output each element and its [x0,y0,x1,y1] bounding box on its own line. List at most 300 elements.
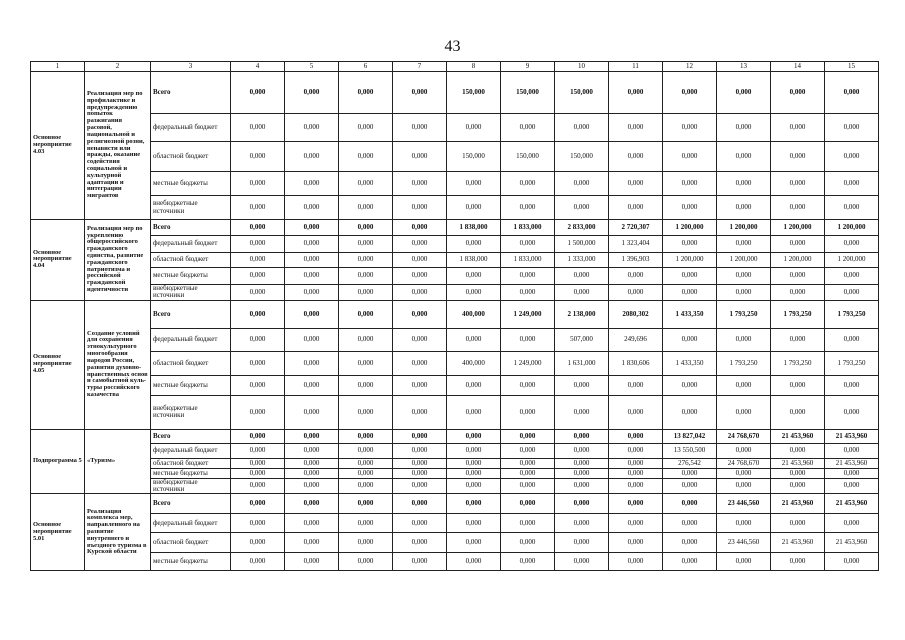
amount-cell: 0,000 [393,478,447,494]
amount-cell: 23 446,560 [717,533,771,553]
amount-cell: 0,000 [285,553,339,571]
amount-cell: 249,696 [609,328,663,351]
amount-cell: 0,000 [717,328,771,351]
amount-cell: 0,000 [447,458,501,468]
funding-source: местные бюджеты [151,553,231,571]
column-header-15: 15 [825,62,879,72]
amount-cell: 0,000 [393,468,447,478]
amount-cell: 0,000 [231,72,285,114]
amount-cell: 0,000 [393,494,447,514]
amount-cell: 0,000 [447,196,501,220]
amount-cell: 0,000 [501,429,555,443]
amount-cell: 0,000 [501,114,555,142]
amount-cell: 1 793,250 [825,351,879,375]
amount-cell: 0,000 [393,328,447,351]
amount-cell: 0,000 [717,478,771,494]
amount-cell: 21 453,960 [825,429,879,443]
amount-cell: 0,000 [771,72,825,114]
amount-cell: 0,000 [447,468,501,478]
amount-cell: 0,000 [609,533,663,553]
amount-cell: 0,000 [771,172,825,196]
column-header-2: 2 [85,62,151,72]
amount-cell: 0,000 [231,533,285,553]
amount-cell: 0,000 [231,253,285,268]
amount-cell: 0,000 [393,114,447,142]
amount-cell: 0,000 [717,514,771,533]
amount-cell: 0,000 [231,443,285,458]
funding-source: внебюджетные источники [151,196,231,220]
amount-cell: 0,000 [447,236,501,253]
amount-cell: 0,000 [501,468,555,478]
amount-cell: 0,000 [501,268,555,285]
column-header-7: 7 [393,62,447,72]
amount-cell: 150,000 [447,72,501,114]
amount-cell: 1 200,000 [771,220,825,236]
amount-cell: 0,000 [447,268,501,285]
table-row [31,285,879,301]
amount-cell: 0,000 [717,443,771,458]
amount-cell: 0,000 [825,514,879,533]
amount-cell: 0,000 [393,196,447,220]
funding-source: федеральный бюджет [151,236,231,253]
amount-cell: 0,000 [825,395,879,429]
amount-cell: 21 453,960 [771,533,825,553]
amount-cell: 0,000 [285,443,339,458]
amount-cell: 400,000 [447,300,501,328]
amount-cell: 0,000 [285,494,339,514]
funding-source: Всего [151,220,231,236]
amount-cell: 0,000 [339,72,393,114]
amount-cell: 0,000 [393,72,447,114]
table-row [31,268,879,285]
program-name: Реализация комплекса мер, направленного на развитие внутреннего и въездного туризма в Курской области [85,494,151,571]
funding-source: местные бюджеты [151,172,231,196]
amount-cell: 1 793,250 [717,351,771,375]
amount-cell: 0,000 [285,429,339,443]
amount-cell: 21 453,960 [825,533,879,553]
amount-cell: 0,000 [555,429,609,443]
amount-cell: 0,000 [447,478,501,494]
amount-cell: 0,000 [231,351,285,375]
amount-cell: 0,000 [231,236,285,253]
amount-cell: 0,000 [231,429,285,443]
amount-cell: 0,000 [285,172,339,196]
amount-cell: 400,000 [447,351,501,375]
amount-cell: 0,000 [609,285,663,301]
amount-cell: 1 433,350 [663,300,717,328]
amount-cell: 0,000 [609,114,663,142]
amount-cell: 0,000 [285,142,339,172]
amount-cell: 0,000 [447,533,501,553]
amount-cell: 0,000 [339,443,393,458]
funding-source: федеральный бюджет [151,328,231,351]
amount-cell: 0,000 [285,533,339,553]
amount-cell: 0,000 [339,468,393,478]
amount-cell: 0,000 [285,375,339,395]
amount-cell: 1 500,000 [555,236,609,253]
funding-source: Всего [151,429,231,443]
amount-cell: 21 453,960 [771,429,825,443]
amount-cell: 0,000 [231,468,285,478]
funding-source: внебюджетные источники [151,285,231,301]
amount-cell: 0,000 [231,172,285,196]
amount-cell: 0,000 [231,300,285,328]
amount-cell: 0,000 [339,328,393,351]
amount-cell: 13 827,042 [663,429,717,443]
amount-cell: 1 200,000 [717,220,771,236]
amount-cell: 0,000 [609,72,663,114]
table-row [31,533,879,553]
amount-cell: 0,000 [339,395,393,429]
table-row [31,514,879,533]
amount-cell: 0,000 [555,468,609,478]
amount-cell: 0,000 [663,196,717,220]
amount-cell: 0,000 [825,72,879,114]
column-header-1: 1 [31,62,85,72]
amount-cell: 0,000 [609,142,663,172]
amount-cell: 1 333,000 [555,253,609,268]
funding-source: областной бюджет [151,142,231,172]
amount-cell: 0,000 [501,395,555,429]
amount-cell: 13 550,500 [663,443,717,458]
amount-cell: 0,000 [663,142,717,172]
program-name: «Туризм» [85,429,151,494]
amount-cell: 1 838,000 [447,253,501,268]
amount-cell: 0,000 [825,114,879,142]
amount-cell: 0,000 [447,172,501,196]
table-row [31,142,879,172]
amount-cell: 0,000 [825,553,879,571]
amount-cell: 0,000 [609,458,663,468]
column-header-4: 4 [231,62,285,72]
amount-cell: 0,000 [339,220,393,236]
program-name: Создание условий для сохранения этнокультурного многообразия народов России, развития духовно-нравственных основ и самобытной куль- туры российского казачества [85,300,151,429]
table-row [31,395,879,429]
amount-cell: 1 793,250 [825,300,879,328]
amount-cell: 0,000 [285,196,339,220]
funding-source: областной бюджет [151,458,231,468]
amount-cell: 0,000 [393,375,447,395]
amount-cell: 0,000 [771,268,825,285]
amount-cell: 0,000 [339,172,393,196]
amount-cell: 21 453,960 [771,458,825,468]
amount-cell: 0,000 [447,553,501,571]
amount-cell: 0,000 [393,395,447,429]
amount-cell: 0,000 [609,443,663,458]
amount-cell: 0,000 [555,375,609,395]
amount-cell: 0,000 [771,375,825,395]
amount-cell: 0,000 [339,375,393,395]
amount-cell: 0,000 [339,142,393,172]
amount-cell: 0,000 [771,114,825,142]
amount-cell: 0,000 [501,375,555,395]
funding-source: федеральный бюджет [151,114,231,142]
column-header-8: 8 [447,62,501,72]
amount-cell: 0,000 [609,196,663,220]
amount-cell: 0,000 [825,443,879,458]
amount-cell: 1 830,606 [609,351,663,375]
funding-source: областной бюджет [151,351,231,375]
amount-cell: 0,000 [771,514,825,533]
funding-source: местные бюджеты [151,375,231,395]
amount-cell: 0,000 [393,268,447,285]
funding-source: федеральный бюджет [151,514,231,533]
amount-cell: 0,000 [663,285,717,301]
amount-cell: 0,000 [555,268,609,285]
amount-cell: 1 631,000 [555,351,609,375]
amount-cell: 0,000 [663,514,717,533]
table-row [31,351,879,375]
amount-cell: 0,000 [393,300,447,328]
amount-cell: 0,000 [609,429,663,443]
amount-cell: 0,000 [285,300,339,328]
amount-cell: 0,000 [501,328,555,351]
amount-cell: 0,000 [825,328,879,351]
column-header-9: 9 [501,62,555,72]
amount-cell: 0,000 [663,172,717,196]
amount-cell: 1 793,250 [771,300,825,328]
amount-cell: 0,000 [555,458,609,468]
amount-cell: 0,000 [663,494,717,514]
amount-cell: 0,000 [501,478,555,494]
amount-cell: 0,000 [231,114,285,142]
column-header-13: 13 [717,62,771,72]
amount-cell: 1 200,000 [771,253,825,268]
amount-cell: 0,000 [717,268,771,285]
program-code: Основное мероприятие 5.01 [31,494,85,571]
amount-cell: 0,000 [717,468,771,478]
table-row [31,328,879,351]
amount-cell: 21 453,960 [771,494,825,514]
program-code: Основное мероприятие 4.03 [31,72,85,220]
amount-cell: 0,000 [393,351,447,375]
amount-cell: 0,000 [393,220,447,236]
table-row [31,236,879,253]
amount-cell: 2 720,307 [609,220,663,236]
amount-cell: 0,000 [285,514,339,533]
amount-cell: 0,000 [771,142,825,172]
amount-cell: 0,000 [717,114,771,142]
amount-cell: 0,000 [393,429,447,443]
amount-cell: 0,000 [231,494,285,514]
amount-cell: 0,000 [339,268,393,285]
amount-cell: 0,000 [609,494,663,514]
amount-cell: 0,000 [501,285,555,301]
amount-cell: 1 200,000 [717,253,771,268]
amount-cell: 0,000 [393,533,447,553]
amount-cell: 0,000 [555,494,609,514]
amount-cell: 0,000 [771,236,825,253]
amount-cell: 0,000 [447,395,501,429]
amount-cell: 0,000 [663,236,717,253]
amount-cell: 1 793,250 [717,300,771,328]
amount-cell: 0,000 [231,395,285,429]
amount-cell: 0,000 [339,458,393,468]
amount-cell: 0,000 [717,172,771,196]
amount-cell: 0,000 [501,196,555,220]
program-code: Основное мероприятие 4.05 [31,300,85,429]
amount-cell: 0,000 [663,375,717,395]
amount-cell: 0,000 [825,196,879,220]
amount-cell: 0,000 [339,429,393,443]
amount-cell: 0,000 [555,285,609,301]
amount-cell: 0,000 [285,114,339,142]
table-row [31,468,879,478]
amount-cell: 0,000 [771,196,825,220]
table-row [31,114,879,142]
amount-cell: 0,000 [717,196,771,220]
amount-cell: 0,000 [231,553,285,571]
amount-cell: 0,000 [609,553,663,571]
amount-cell: 0,000 [825,285,879,301]
table-row [31,494,879,514]
amount-cell: 0,000 [825,478,879,494]
table-row [31,72,879,114]
column-header-5: 5 [285,62,339,72]
amount-cell: 1 249,000 [501,300,555,328]
amount-cell: 24 768,670 [717,429,771,443]
amount-cell: 0,000 [501,553,555,571]
amount-cell: 0,000 [339,196,393,220]
table-row [31,458,879,468]
amount-cell: 0,000 [231,375,285,395]
table-row [31,220,879,236]
funding-source: внебюджетные источники [151,478,231,494]
amount-cell: 1 793,250 [771,351,825,375]
column-header-11: 11 [609,62,663,72]
amount-cell: 0,000 [717,395,771,429]
amount-cell: 0,000 [339,533,393,553]
amount-cell: 0,000 [555,114,609,142]
column-header-14: 14 [771,62,825,72]
amount-cell: 0,000 [555,553,609,571]
amount-cell: 0,000 [501,458,555,468]
amount-cell: 150,000 [501,72,555,114]
amount-cell: 0,000 [285,351,339,375]
amount-cell: 0,000 [825,236,879,253]
amount-cell: 276,542 [663,458,717,468]
amount-cell: 0,000 [393,142,447,172]
amount-cell: 0,000 [501,443,555,458]
amount-cell: 0,000 [771,553,825,571]
amount-cell: 0,000 [771,328,825,351]
amount-cell: 0,000 [663,468,717,478]
amount-cell: 0,000 [447,514,501,533]
amount-cell: 23 446,560 [717,494,771,514]
amount-cell: 0,000 [771,478,825,494]
amount-cell: 0,000 [339,236,393,253]
amount-cell: 0,000 [663,114,717,142]
amount-cell: 0,000 [447,494,501,514]
amount-cell: 0,000 [609,395,663,429]
amount-cell: 0,000 [339,285,393,301]
amount-cell: 0,000 [339,514,393,533]
column-header-6: 6 [339,62,393,72]
amount-cell: 1 838,000 [447,220,501,236]
amount-cell: 0,000 [231,478,285,494]
amount-cell: 0,000 [609,375,663,395]
amount-cell: 150,000 [555,142,609,172]
amount-cell: 0,000 [825,142,879,172]
amount-cell: 24 768,670 [717,458,771,468]
amount-cell: 0,000 [339,478,393,494]
amount-cell: 150,000 [447,142,501,172]
amount-cell: 0,000 [717,285,771,301]
funding-source: областной бюджет [151,253,231,268]
amount-cell: 0,000 [285,268,339,285]
amount-cell: 0,000 [609,468,663,478]
amount-cell: 0,000 [393,514,447,533]
amount-cell: 0,000 [285,458,339,468]
amount-cell: 0,000 [501,533,555,553]
amount-cell: 0,000 [285,220,339,236]
funding-source: областной бюджет [151,533,231,553]
amount-cell: 1 433,350 [663,351,717,375]
amount-cell: 0,000 [339,114,393,142]
table-row [31,253,879,268]
amount-cell: 0,000 [393,553,447,571]
amount-cell: 1 833,000 [501,220,555,236]
amount-cell: 1 200,000 [825,253,879,268]
amount-cell: 0,000 [555,478,609,494]
amount-cell: 0,000 [555,196,609,220]
amount-cell: 0,000 [555,443,609,458]
amount-cell: 1 200,000 [663,253,717,268]
amount-cell: 0,000 [447,429,501,443]
table-row [31,553,879,571]
amount-cell: 0,000 [825,375,879,395]
program-name: Реализация мер по укреплению общероссийского гражданского единства, развитие гражданского патриотизма и российской гражданской идентичности [85,220,151,301]
amount-cell: 0,000 [285,395,339,429]
table-row [31,196,879,220]
table-row [31,429,879,443]
amount-cell: 0,000 [825,468,879,478]
column-header-3: 3 [151,62,231,72]
amount-cell: 0,000 [717,142,771,172]
amount-cell: 0,000 [717,375,771,395]
amount-cell: 0,000 [771,395,825,429]
amount-cell: 0,000 [663,395,717,429]
funding-source: Всего [151,494,231,514]
amount-cell: 0,000 [555,533,609,553]
amount-cell: 1 200,000 [825,220,879,236]
table-row [31,443,879,458]
amount-cell: 0,000 [231,285,285,301]
program-code: Основное мероприятие 4.04 [31,220,85,301]
amount-cell: 0,000 [393,458,447,468]
amount-cell: 2 138,000 [555,300,609,328]
funding-source: федеральный бюджет [151,443,231,458]
table-row [31,300,879,328]
amount-cell: 0,000 [339,351,393,375]
amount-cell: 0,000 [231,268,285,285]
column-header-12: 12 [663,62,717,72]
amount-cell: 0,000 [339,300,393,328]
amount-cell: 0,000 [393,253,447,268]
amount-cell: 0,000 [771,468,825,478]
amount-cell: 0,000 [447,114,501,142]
amount-cell: 0,000 [609,268,663,285]
amount-cell: 1 833,000 [501,253,555,268]
amount-cell: 0,000 [393,172,447,196]
amount-cell: 2 833,000 [555,220,609,236]
amount-cell: 0,000 [339,553,393,571]
amount-cell: 0,000 [339,494,393,514]
amount-cell: 0,000 [231,196,285,220]
funding-source: Всего [151,300,231,328]
amount-cell: 0,000 [447,285,501,301]
table-row [31,375,879,395]
